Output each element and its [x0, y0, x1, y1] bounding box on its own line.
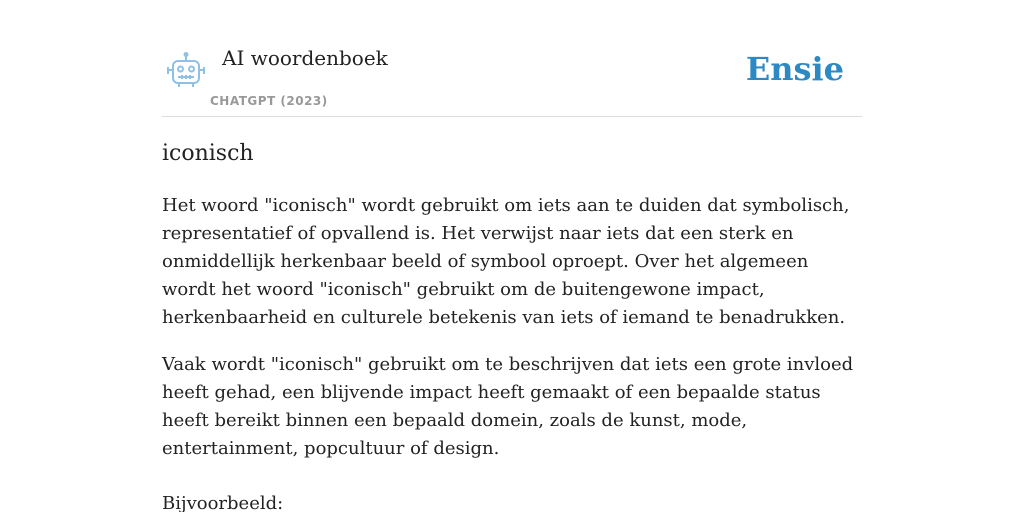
robot-icon [166, 52, 206, 90]
site-header [162, 0, 862, 117]
ensie-logo[interactable]: Ensie [745, 50, 844, 88]
term-title: iconisch [162, 141, 254, 166]
definition-paragraph: Het woord "iconisch" wordt gebruikt om iets aan te duiden dat symbolisch, representatief of opvallend is. Het verwijst naar iets dat een sterk en onmiddellijk herkenbaar beeld of symbool oproept. Over het algemeen wordt het woord "iconisch" gebruikt om de buitengewone impact, herkenbaarheid en culturele betekenis van iets of iemand te benadrukken. [162, 195, 850, 328]
brand-title[interactable]: AI woordenboek [222, 46, 388, 70]
definition-paragraph: Vaak wordt "iconisch" gebruikt om te beschrijven dat iets een grote invloed heeft gehad, een blijvende impact heeft gemaakt of een bepaalde status heeft bereikt binnen een bepaald domein, zoals de kunst, mode, entertainment, popcultuur of design. [162, 354, 854, 459]
content-container [162, 0, 862, 512]
brand-subtitle: CHATGPT (2023) [210, 94, 328, 108]
example-heading: Bijvoorbeeld: [162, 493, 284, 512]
